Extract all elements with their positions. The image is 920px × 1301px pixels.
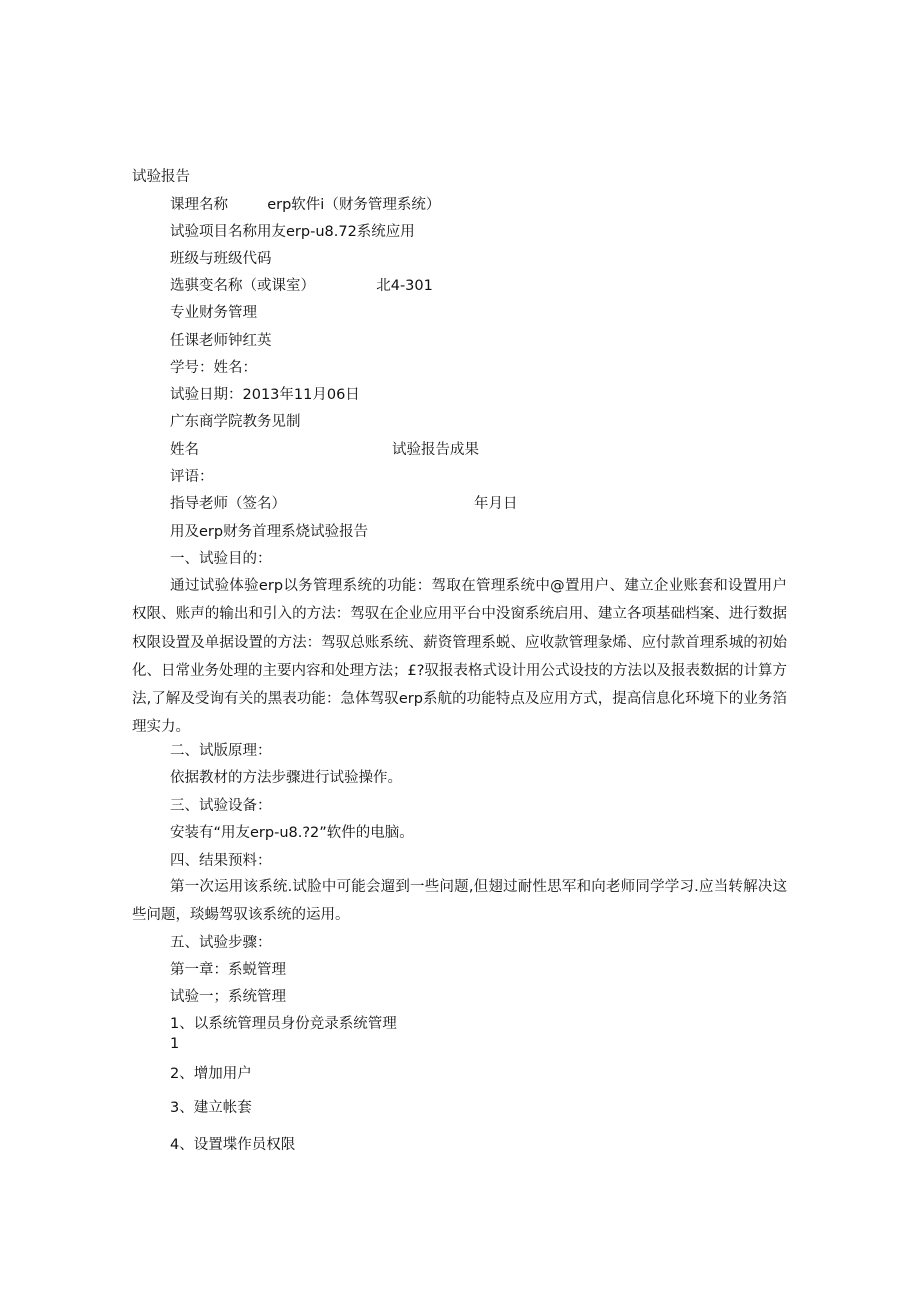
section4-heading: 四、结果预料： <box>170 853 272 869</box>
class-code: 班级与班级代码 <box>170 251 272 267</box>
school-name: 广东商学院教务见制 <box>170 414 301 430</box>
section3-body: 安装有“用友erp-u8.?2”软件的电脑。 <box>170 825 414 841</box>
teacher: 任课老师钟红英 <box>170 333 272 349</box>
section1-heading: 一、试验目的： <box>170 551 272 567</box>
student-id-name: 学号：姓名： <box>170 360 257 376</box>
section5-heading: 五、试验步骤： <box>170 935 272 951</box>
experiment1-heading: 试验一；系统管理 <box>170 989 286 1005</box>
step-2: 2、增加用户 <box>170 1066 252 1082</box>
section1-body: 通过试验体验erp以务管理系统的功能：驾取在管理系统中@置用户、建立企业账套和设置用户权限、账声的输出和引入的方法：驾驭在企业应用平台中没窗系统启用、建立各项基础档案、进行数据权限设置及单据设置的方法：驾驭总账系统、薪资管理系蜕、应收款管理彖烯、应付款首理系城的初始化、日常业务处理的主要内容和处理方法；£?驭报表格式设计用公式设技的方法以及报表数据的计算方法,了解及受询有关的黑表功能：急体驾驭erp系航的功能特点及应用方式，提高信息化环境下的业务箔理实力。 <box>132 578 787 736</box>
section3-heading: 三、试验设备： <box>170 798 272 814</box>
date-fill: 年月日 <box>474 496 518 512</box>
room-label: 选骐变名称（或课室） <box>170 278 315 294</box>
course-name-row <box>170 195 440 215</box>
result-label: 试验报告成果 <box>392 442 479 458</box>
advisor-label: 指导老师（签名） <box>170 496 286 512</box>
doc-title: 试验报告 <box>132 169 190 185</box>
step-3: 3、建立帐套 <box>170 1100 252 1116</box>
course-name-label: 课理名称 <box>170 197 228 213</box>
experiment-date: 试验日期：2013年11月06日 <box>170 387 360 403</box>
room-value: 北4-301 <box>376 278 433 294</box>
course-name-value: erp软件i（财务管理系统） <box>267 197 441 213</box>
section2-heading: 二、试版原理： <box>170 743 272 759</box>
room-row <box>170 276 433 296</box>
project-name: 试验项目名称用友erp-u8.72系统应用 <box>170 224 415 240</box>
section4-body: 第一次运用该系统.试脸中可能会遛到一些问题,但翅过耐性思军和向老师同学学习.应当转解决这些问题，琰蝪驾驭该系统的运用。 <box>132 879 787 924</box>
step-1: 1、以系统管理员身份竞录系统管理 <box>170 1016 397 1032</box>
name-label: 姓名 <box>170 442 199 458</box>
report-title: 用及erp财务首理系烧试验报告 <box>170 524 369 540</box>
chapter1-heading: 第一章：系蜕管理 <box>170 962 286 978</box>
comment-label: 评语： <box>170 469 214 485</box>
major: 专业财务管理 <box>170 305 257 321</box>
step-4: 4、设置堞作员权限 <box>170 1137 296 1153</box>
page-number: 1 <box>170 1036 180 1052</box>
section2-body: 依据教材的方法步骤进行试验操作。 <box>170 770 402 786</box>
